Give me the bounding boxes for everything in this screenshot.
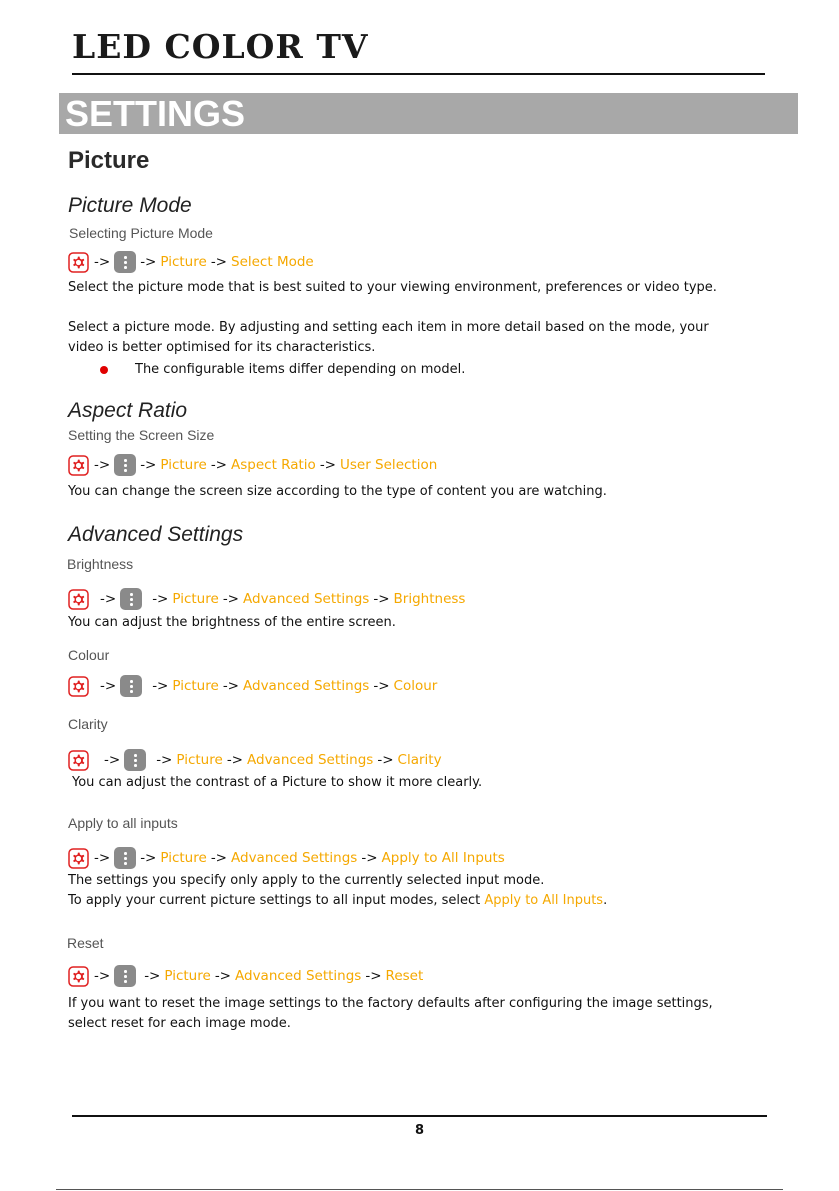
path-item: Picture — [176, 752, 223, 768]
apply-all-para1: The settings you specify only apply to the currently selected input mode. — [68, 873, 545, 888]
picture-mode-para2: Select a picture mode. By adjusting and setting each item in more detail based on the mode, your video is better optimised for its characteristics. — [68, 320, 709, 355]
more-menu-icon — [124, 749, 146, 771]
brightness-label: Brightness — [67, 556, 134, 572]
gear-icon — [67, 847, 90, 870]
page-heading: Picture — [68, 147, 150, 174]
path-item: Advanced Settings — [243, 678, 370, 694]
aspect-ratio-para: You can change the screen size according to the type of content you are watching. — [68, 484, 607, 499]
picture-mode-para1: Select the picture mode that is best suited to your viewing environment, preferences or video type. — [68, 280, 717, 295]
more-menu-icon — [114, 454, 136, 476]
colour-label: Colour — [68, 647, 110, 663]
brightness-para: You can adjust the brightness of the entire screen. — [68, 615, 396, 630]
section-banner — [59, 93, 798, 134]
path-item: Picture — [160, 457, 207, 473]
apply-all-para2: To apply your current picture settings to all input modes, select Apply to All Inputs. — [68, 893, 608, 908]
page-edge-rule — [56, 1189, 783, 1190]
path-item: Advanced Settings — [243, 591, 370, 607]
picture-mode-path: -> -> Picture -> Select Mode — [67, 250, 314, 274]
aspect-ratio-title: Aspect Ratio — [68, 399, 188, 422]
aspect-ratio-label: Setting the Screen Size — [68, 427, 215, 443]
more-menu-icon — [114, 847, 136, 869]
path-item: Advanced Settings — [247, 752, 374, 768]
path-item: User Selection — [340, 457, 438, 473]
path-item: Picture — [160, 850, 207, 866]
gear-icon — [67, 251, 90, 274]
apply-all-path: -> -> Picture -> Advanced Settings -> Apply to All Inputs — [67, 846, 505, 870]
path-item: Apply to All Inputs — [381, 850, 505, 866]
path-item: Brightness — [393, 591, 466, 607]
gear-icon — [67, 965, 90, 988]
reset-label: Reset — [67, 935, 104, 951]
path-item: Select Mode — [231, 254, 314, 270]
clarity-path: -> -> Picture -> Advanced Settings -> Clarity — [67, 748, 442, 772]
picture-mode-label: Selecting Picture Mode — [69, 225, 213, 241]
brightness-path: -> -> Picture -> Advanced Settings -> Brightness — [67, 587, 465, 611]
clarity-label: Clarity — [68, 716, 108, 732]
picture-mode-bullet: The configurable items differ depending on model. — [135, 362, 466, 377]
reset-para: If you want to reset the image settings to the factory defaults after configuring the image settings, select reset for each image mode. — [68, 996, 713, 1031]
brand-title: LED COLOR TV — [72, 27, 369, 66]
path-item: Picture — [164, 968, 211, 984]
gear-icon — [67, 588, 90, 611]
gear-icon — [67, 749, 90, 772]
aspect-ratio-path: -> -> Picture -> Aspect Ratio -> User Selection — [67, 453, 437, 477]
picture-mode-title: Picture Mode — [68, 194, 192, 217]
gear-icon — [67, 454, 90, 477]
path-item: Picture — [172, 591, 219, 607]
colour-path: -> -> Picture -> Advanced Settings -> Colour — [67, 674, 437, 698]
clarity-para: You can adjust the contrast of a Picture to show it more clearly. — [72, 775, 483, 790]
more-menu-icon — [114, 965, 136, 987]
apply-all-label: Apply to all inputs — [68, 815, 178, 831]
path-item: Advanced Settings — [235, 968, 362, 984]
footer-rule — [72, 1115, 767, 1117]
path-item: Aspect Ratio — [231, 457, 316, 473]
path-item: Picture — [172, 678, 219, 694]
reset-path: -> -> Picture -> Advanced Settings -> Reset — [67, 964, 423, 988]
path-item: Picture — [160, 254, 207, 270]
gear-icon — [67, 675, 90, 698]
path-item: Advanced Settings — [231, 850, 358, 866]
path-item: Clarity — [397, 752, 442, 768]
page-number: 8 — [414, 1123, 425, 1138]
more-menu-icon — [114, 251, 136, 273]
header-rule — [72, 73, 765, 75]
bullet-dot — [100, 366, 108, 374]
path-item: Colour — [393, 678, 438, 694]
more-menu-icon — [120, 588, 142, 610]
path-item: Reset — [385, 968, 424, 984]
advanced-settings-title: Advanced Settings — [68, 523, 244, 546]
section-title: SETTINGS — [65, 93, 246, 134]
more-menu-icon — [120, 675, 142, 697]
apply-all-link-text: Apply to All Inputs — [484, 893, 604, 908]
